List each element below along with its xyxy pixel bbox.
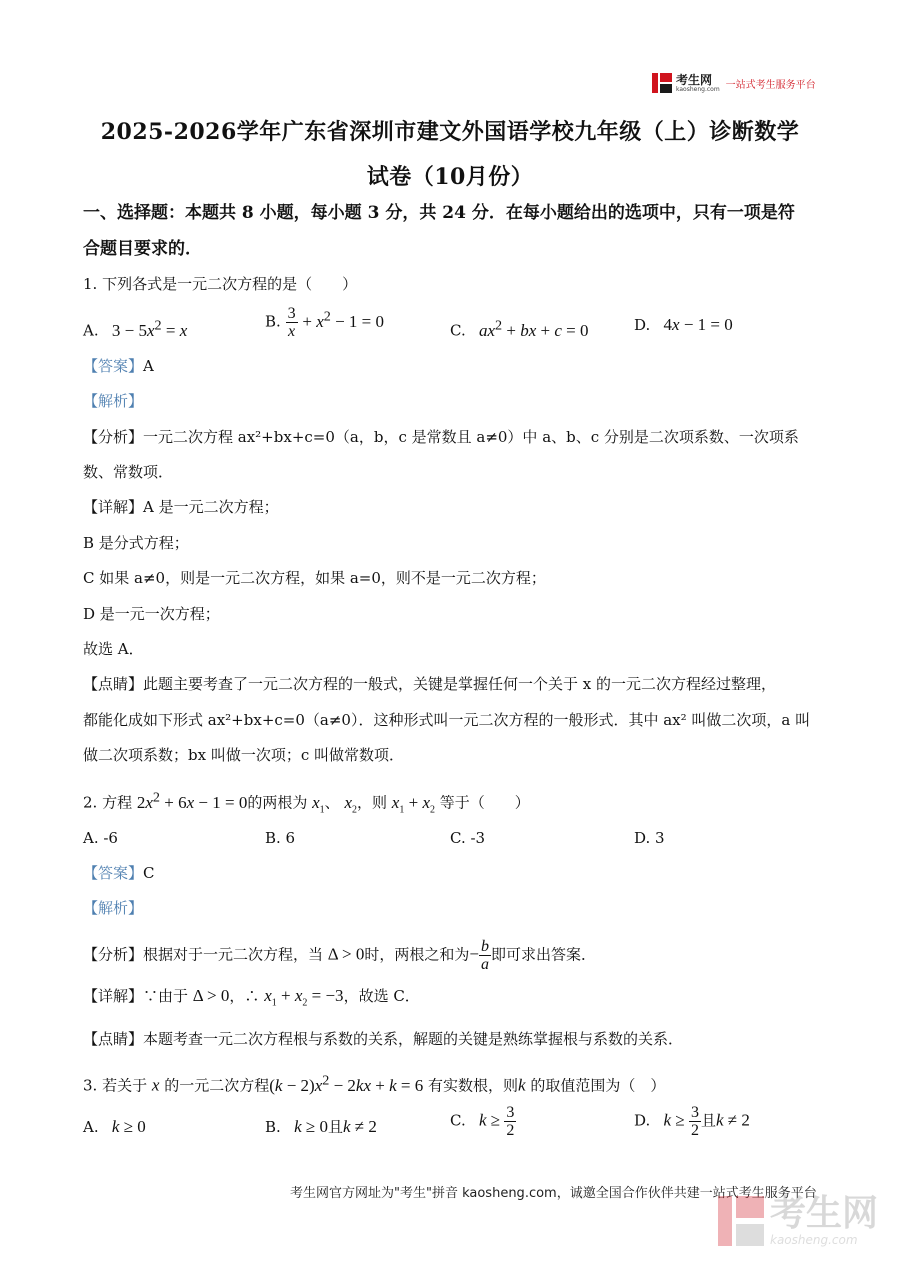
q1-xiangjie-line-5: 故选 A． — [83, 640, 144, 658]
q1-answer-value: A — [143, 357, 154, 375]
q3-stem-end: 的取值范围为（ ） — [530, 1076, 666, 1095]
watermark-name: 考生网 — [770, 1193, 879, 1234]
q2-jiexi-tag: 【解析】 — [83, 899, 144, 917]
q1-xiangjie-line-3: C 如果 a≠0，则是一元二次方程，如果 a=0，则不是一元二次方程； — [83, 569, 546, 587]
q1-fenxi-line-2: 数、常数项． — [83, 463, 174, 481]
q2-fenxi-middle: 时，两根之和为 — [364, 945, 470, 964]
page-footer: 考生网官方网址为"考生"拼音 kaosheng.com，诚邀全国合作伙伴共建一站式考生服务平台 — [290, 1186, 817, 1201]
kaosheng-logo-icon — [652, 73, 672, 93]
kaosheng-logo — [652, 72, 816, 94]
q2-option-a: A. -6 — [83, 829, 118, 847]
q2-stem-prefix: 2. 方程 — [83, 793, 133, 812]
q1-option-c: C. $ax^2$ + bx + c = 0 — [450, 317, 589, 340]
q1-jiexi-tag: 【解析】 — [83, 392, 144, 410]
q2-fenxi-prefix: 【分析】根据对于一元二次方程，当 — [83, 945, 324, 964]
q2-xiangjie-middle: ，∴ — [229, 987, 260, 1005]
q2-answer — [83, 862, 823, 884]
document-title-line-2: 试卷（10月份） — [366, 164, 534, 190]
q3-option-b-label: B. — [265, 1118, 281, 1136]
q1-xiangjie-line-1: 【详解】A 是一元二次方程； — [83, 498, 279, 516]
q3-option-c-label: C. — [450, 1111, 466, 1130]
watermark — [718, 1193, 879, 1247]
q2-stem: 2. 方程 $2x^2 + 6x - 1 = 0$的两根为 $x_1$、 $x_2$，则 $x_1 + x_2$ 等于（ ） — [83, 789, 530, 816]
q2-option-b: B. 6 — [265, 829, 296, 847]
q2-option-c: C. -3 — [450, 829, 486, 847]
logo-name: 考生网 — [676, 72, 713, 87]
q3-stem-prefix: 3. 若关于 — [83, 1076, 148, 1095]
q2-stem-post: ，则 — [357, 793, 388, 812]
q3-stem-middle-1: 的一元二次方程 — [164, 1076, 270, 1095]
q1-option-d-label: D. — [634, 316, 651, 334]
section-heading-line-2: 合题目要求的． — [83, 239, 202, 259]
q3-stem: 3. 若关于 x 的一元二次方程$(k - 2)x^2 - 2kx + k = 6$ 有实数根，则k 的取值范围为（ ） — [83, 1072, 666, 1095]
watermark-logo-icon — [718, 1196, 764, 1246]
q2-fenxi-post: 即可求出答案． — [491, 945, 597, 964]
q2-fenxi: 【分析】根据对于一元二次方程，当 Δ > 0时，两根之和为− $\frac{b}{a}$ 即可求出答案． — [83, 938, 597, 973]
q2-option-d: D. 3 — [634, 829, 665, 847]
logo-slogan: 一站式考生服务平台 — [725, 79, 816, 91]
q3-option-b: B. k ≥ 0且k ≠ 2 — [265, 1117, 377, 1136]
q2-answer-value: C — [143, 864, 155, 882]
q2-xiangjie-post: ，故选 C． — [343, 987, 420, 1005]
q3-option-c: C. k ≥ $\frac{3}{2}$ — [450, 1104, 515, 1139]
q3-option-b-qie: 且 — [327, 1118, 343, 1136]
q2-dianjing: 【点睛】本题考查一元二次方程根与系数的关系，解题的关键是熟练掌握根与系数的关系． — [83, 1030, 684, 1048]
q3-stem-middle-2: 有实数根，则 — [428, 1076, 519, 1095]
q1-answer-tag: 【答案】 — [83, 357, 144, 375]
q1-dianjing-line-3: 做二次项系数；bx 叫做一次项；c 叫做常数项． — [83, 746, 405, 764]
q1-option-b: B. $\frac{3}{x}$ + $x^2 - 1 = 0$ — [265, 305, 385, 341]
q1-answer — [83, 355, 823, 377]
section-heading-line-1: 一、选择题：本题共 8 小题，每小题 3 分，共 24 分．在每小题给出的选项中，只有一项是符 — [83, 203, 795, 223]
q1-dianjing-line-2: 都能化成如下形式 ax²+bx+c=0（a≠0）．这种形式叫一元二次方程的一般形式．其中 ax² 叫做二次项，a 叫 — [83, 711, 811, 729]
q1-dianjing-line-1: 【点睛】此题主要考查了一元二次方程的一般式，关键是掌握任何一个关于 x 的一元二次方程经过整理， — [83, 675, 777, 693]
q1-option-a-label: A. — [83, 321, 99, 340]
q3-option-a: A. k ≥ 0 — [83, 1117, 146, 1136]
q3-option-d-label: D. — [634, 1111, 651, 1130]
q1-stem: 1. 下列各式是一元二次方程的是（ ） — [83, 275, 358, 293]
logo-domain: kaosheng.com — [676, 85, 720, 93]
q3-option-a-label: A. — [83, 1118, 99, 1136]
q1-option-d: D. 4x − 1 = 0 — [634, 315, 733, 334]
q1-fenxi-line-1: 【分析】一元二次方程 ax²+bx+c=0（a，b，c 是常数且 a≠0）中 a、b、c 分别是二次项系数、一次项系 — [83, 428, 799, 446]
q2-xiangjie-prefix: 【详解】∵由于 — [83, 987, 189, 1005]
q2-stem-middle: 的两根为 — [247, 793, 308, 812]
q1-option-b-label: B. — [265, 312, 281, 331]
q2-stem-end: 等于（ ） — [439, 793, 530, 812]
q2-xiangjie: 【详解】∵由于 Δ > 0，∴ $x_1 + x_2 = -3$，故选 C． — [83, 986, 420, 1009]
q1-option-a: A. $3 - 5x^2 = x$ — [83, 317, 188, 340]
q1-option-c-label: C. — [450, 321, 466, 340]
q1-xiangjie-line-2: B 是分式方程； — [83, 534, 189, 552]
q3-option-d-qie: 且 — [700, 1111, 716, 1130]
q2-answer-tag: 【答案】 — [83, 864, 144, 882]
watermark-domain: kaosheng.com — [770, 1233, 858, 1247]
q1-xiangjie-line-4: D 是一元一次方程； — [83, 605, 220, 623]
q3-option-d: D. k ≥ $\frac{3}{2}$ 且k ≠ 2 — [634, 1104, 750, 1139]
document-title-line-1: 2025-2026学年广东省深圳市建文外国语学校九年级（上）诊断数学 — [100, 119, 800, 145]
